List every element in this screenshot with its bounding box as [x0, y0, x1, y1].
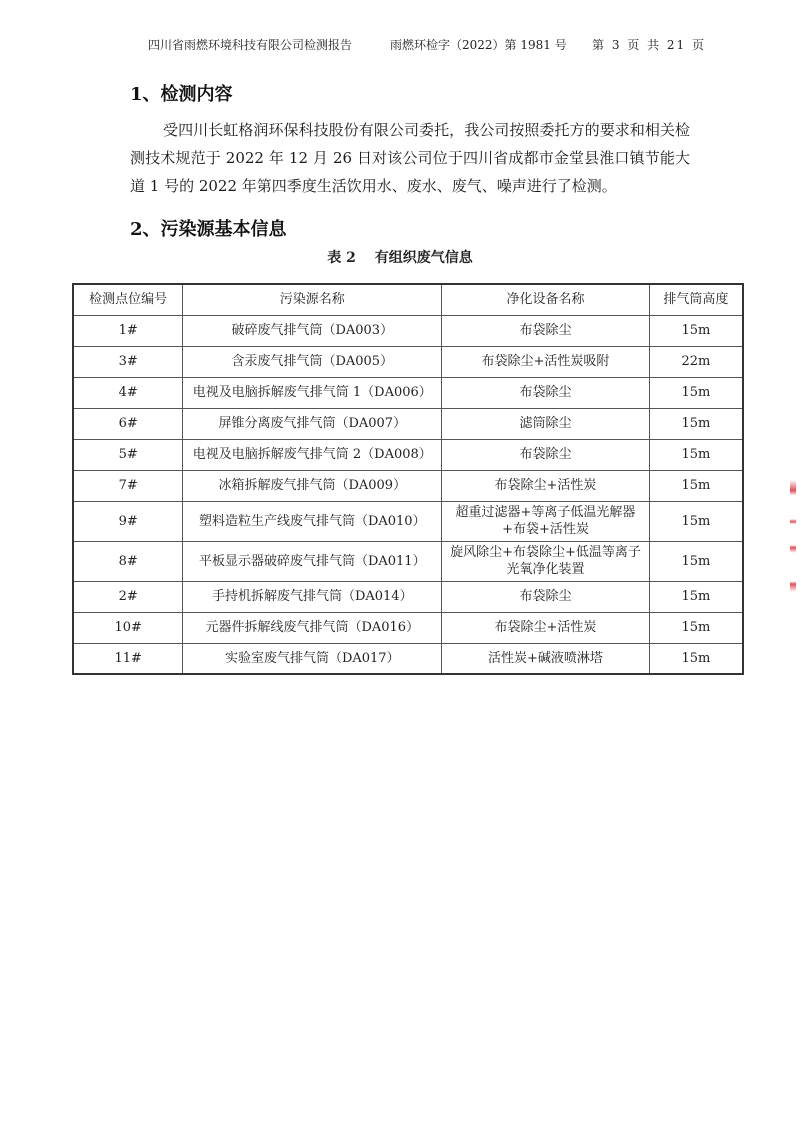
- table-caption: [0, 247, 800, 267]
- cell-equipment: 布袋除尘+活性炭吸附: [442, 346, 650, 377]
- header-stack-height: 排气筒高度: [649, 284, 743, 315]
- seal-stamp-edge: [790, 480, 796, 610]
- report-number: 雨燃环检字（2022）第 1981 号: [390, 38, 567, 52]
- cell-equipment: 布袋除尘: [442, 581, 650, 612]
- table-row: [73, 581, 743, 612]
- section-1-title: 1、检测内容: [130, 84, 233, 105]
- cell-source-name: 元器件拆解线废气排气筒（DA016）: [183, 612, 442, 643]
- section-2-title: 2、污染源基本信息: [130, 219, 287, 240]
- cell-height: 15m: [649, 501, 743, 541]
- table-number: 表 2: [327, 250, 356, 266]
- cell-point-id: 11#: [73, 643, 183, 674]
- cell-height: 15m: [649, 315, 743, 346]
- table-row: [73, 315, 743, 346]
- cell-height: 15m: [649, 541, 743, 581]
- cell-point-id: 7#: [73, 470, 183, 501]
- table-row: [73, 643, 743, 674]
- cell-equipment: 布袋除尘: [442, 315, 650, 346]
- exhaust-info-table: [72, 283, 744, 675]
- header-source-name: 污染源名称: [183, 284, 442, 315]
- cell-point-id: 2#: [73, 581, 183, 612]
- cell-height: 15m: [649, 470, 743, 501]
- cell-point-id: 10#: [73, 612, 183, 643]
- page-number: 第 3 页 共 21 页: [592, 38, 706, 52]
- cell-point-id: 9#: [73, 501, 183, 541]
- header-equipment-name: 净化设备名称: [442, 284, 650, 315]
- cell-source-name: 电视及电脑拆解废气排气筒 1（DA006）: [183, 377, 442, 408]
- page-header: [148, 36, 708, 56]
- cell-height: 15m: [649, 408, 743, 439]
- cell-source-name: 屏锥分离废气排气筒（DA007）: [183, 408, 442, 439]
- cell-height: 22m: [649, 346, 743, 377]
- cell-source-name: 破碎废气排气筒（DA003）: [183, 315, 442, 346]
- table-header-row: [73, 284, 743, 315]
- cell-point-id: 4#: [73, 377, 183, 408]
- cell-point-id: 3#: [73, 346, 183, 377]
- cell-height: 15m: [649, 643, 743, 674]
- table-row: [73, 470, 743, 501]
- cell-equipment: 布袋除尘: [442, 377, 650, 408]
- cell-height: 15m: [649, 612, 743, 643]
- cell-equipment: 布袋除尘+活性炭: [442, 470, 650, 501]
- cell-source-name: 塑料造粒生产线废气排气筒（DA010）: [183, 501, 442, 541]
- cell-point-id: 5#: [73, 439, 183, 470]
- cell-source-name: 冰箱拆解废气排气筒（DA009）: [183, 470, 442, 501]
- cell-equipment: 布袋除尘: [442, 439, 650, 470]
- cell-source-name: 平板显示器破碎废气排气筒（DA011）: [183, 541, 442, 581]
- cell-source-name: 含汞废气排气筒（DA005）: [183, 346, 442, 377]
- table-title: 有组织废气信息: [374, 250, 473, 266]
- cell-point-id: 8#: [73, 541, 183, 581]
- cell-height: 15m: [649, 439, 743, 470]
- cell-point-id: 6#: [73, 408, 183, 439]
- cell-point-id: 1#: [73, 315, 183, 346]
- company-name: 四川省雨燃环境科技有限公司检测报告: [148, 38, 353, 52]
- cell-source-name: 电视及电脑拆解废气排气筒 2（DA008）: [183, 439, 442, 470]
- cell-source-name: 手持机拆解废气排气筒（DA014）: [183, 581, 442, 612]
- table-row: [73, 612, 743, 643]
- table-row: [73, 408, 743, 439]
- header-point-id: 检测点位编号: [73, 284, 183, 315]
- section-1-paragraph: [130, 116, 690, 200]
- table-row: [73, 501, 743, 541]
- table-row: [73, 346, 743, 377]
- table-row: [73, 439, 743, 470]
- paragraph-text: 受四川长虹格润环保科技股份有限公司委托，我公司按照委托方的要求和相关检测技术规范于 2022 年 12 月 26 日对该公司位于四川省成都市金堂县淮口镇节能大道 1 号的 2022 年第四季度生活饮用水、废水、废气、噪声进行了检测。: [130, 121, 690, 195]
- cell-equipment: 滤筒除尘: [442, 408, 650, 439]
- cell-height: 15m: [649, 581, 743, 612]
- cell-source-name: 实验室废气排气筒（DA017）: [183, 643, 442, 674]
- cell-equipment: 超重过滤器+等离子低温光解器+布袋+活性炭: [442, 501, 650, 541]
- cell-height: 15m: [649, 377, 743, 408]
- cell-equipment: 布袋除尘+活性炭: [442, 612, 650, 643]
- cell-equipment: 活性炭+碱液喷淋塔: [442, 643, 650, 674]
- table-row: [73, 541, 743, 581]
- cell-equipment: 旋风除尘+布袋除尘+低温等离子光氧净化装置: [442, 541, 650, 581]
- table-row: [73, 377, 743, 408]
